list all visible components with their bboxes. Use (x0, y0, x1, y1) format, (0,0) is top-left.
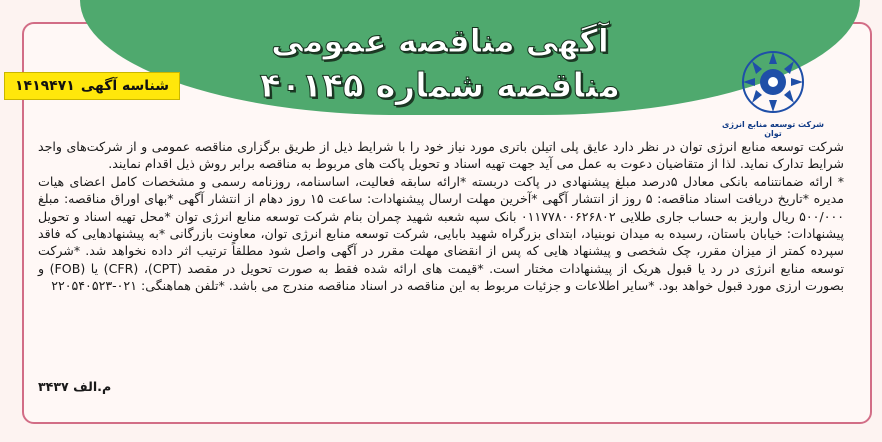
company-name-caption: شرکت توسعه منابع انرژی توان (722, 120, 824, 138)
notice-id-badge (4, 72, 180, 100)
tender-number-title: مناقصه شماره ۴۰۱۴۵ (259, 66, 621, 106)
notice-id-label: شناسه آگهی (80, 78, 170, 94)
intro-paragraph: شرکت توسعه منابع انرژی توان در نظر دارد عایق پلی اتیلن باتری مورد نیاز خود را با شرایط ذیل از طریق برگزاری مناقصه عمومی و از شرکت‌های واجد شرایط تدارک نماید. لذا از متقاضیان دعوت به عمل می آید جهت تهیه اسناد و تحویل پاکت های مربوط به مناقصه برابر روش ذیل اقدام نمایند. (38, 139, 844, 172)
notice-body (38, 138, 844, 295)
conditions-paragraph: * ارائه ضمانتنامه بانکی معادل ۵درصد مبلغ پیشنهادی در پاکت دربسته *ارائه سابقه فعالیت، اساسنامه، روزنامه رسمی و مشخصات کامل اعضای هیات مدیره *تاریخ دریافت اسناد مناقصه: ۵ روز از انتشار آگهی *آخرین مهلت ارسال پیشنهادات: ساعت ۱۵ روز دهام از انتشار آگهی *بهای اوراق مناقصه: مبلغ ۵۰۰/۰۰۰ ریال واریز به حساب جاری طلایی ۰۱۱۷۷۸۰۰۶۲۶۸۰۲ بانک سپه شعبه شهید چمران بنام شرکت توسعه منابع انرژی توان *محل تهیه اسناد و تحویل پیشنهادات: خیابان باستان، رسیده به میدان نوبنیاد، ابتدای بزرگراه شهید بابایی، شرکت توسعه منابع انرژی توان، معاونت بازرگانی *به پیشنهادهایی که فاقد سپرده کمتر از میزان مقرر، چک شخصی و پیشنهاد هایی که پس از انقضای مهلت مقرر در آگهی واصل شود مطلقاً ترتیب اثر داده نخواهد شد. *شرکت توسعه منابع انرژی در رد یا قبول هریک از پیشنهادات مختار است. *قیمت های ارائه شده فقط به صورت تحویل در مقصد (CPT)، (CFR) یا (FOB) و بصورت ارزی مورد قبول خواهد بود. *سایر اطلاعات و جزئیات مربوط به این مناقصه در اسناد مناقصه مندرج می باشد. *تلفن هماهنگی: ۰۲۱-۲۲۰۵۴۰۵۲۳ (38, 173, 845, 294)
company-logo (718, 42, 828, 138)
notice-title: آگهی مناقصه عمومی (271, 22, 609, 60)
reference-code: م.الف ۳۴۳۷ (38, 379, 112, 394)
organization-logo-icon (718, 42, 828, 120)
notice-id-number: ۱۴۱۹۴۷۱ (14, 78, 75, 94)
